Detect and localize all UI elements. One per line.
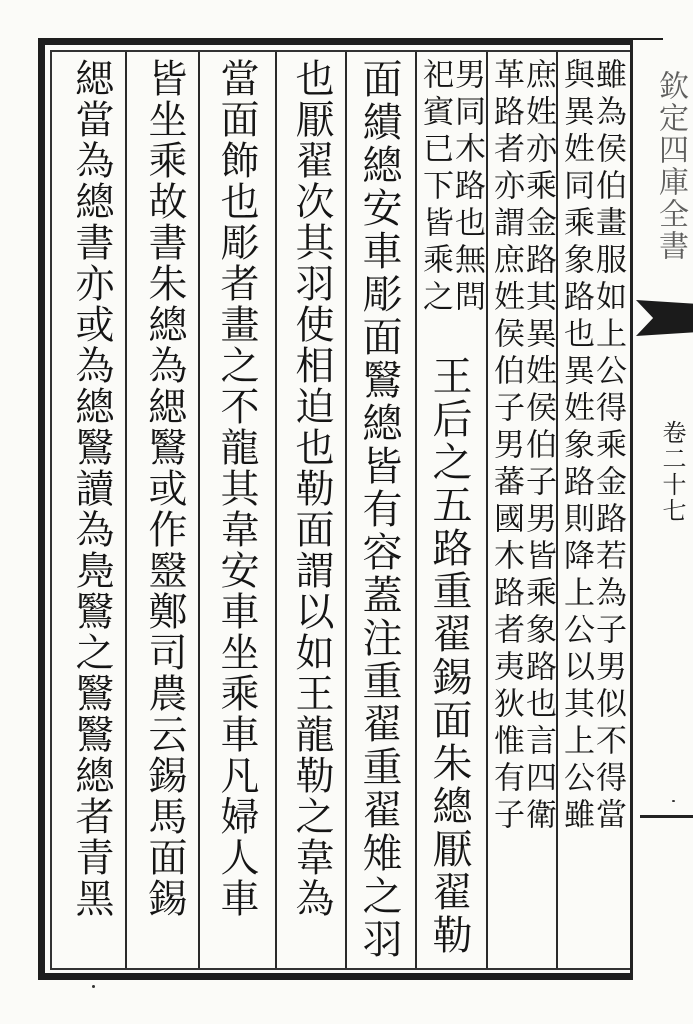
column-rule <box>275 52 277 968</box>
text-column-5: 也厭翟次其羽使相迫也勒面謂以如王龍勒之韋為 <box>289 58 334 919</box>
text-column-2 <box>490 58 554 963</box>
commentary-line: 雖為侯伯畫服如上公得乘金路若為子男似不得當 <box>590 58 626 835</box>
commentary-line: 與異姓同乘象路也異姓象路則降上公以其上公雖 <box>558 58 594 835</box>
commentary-line: 革路者亦謂庶姓侯伯子男蕃國木路者夷狄惟有子 <box>488 58 524 835</box>
commentary-line: 祀賓已下皆乘之 <box>417 58 453 317</box>
text-column-7: 皆坐乘故書朱總為緦鷖或作毉鄭司農云錫馬面錫 <box>142 58 187 919</box>
commentary-line: 庶姓亦乘金路其異姓侯伯子男皆乘象路也言四衛 <box>520 58 556 835</box>
scan-speck <box>92 985 95 988</box>
margin-book-title: 欽定四庫全書 <box>653 70 688 262</box>
text-column-3-commentary <box>419 58 483 348</box>
text-column-6: 當面飾也彫者畫之不龍其韋安車坐乘車凡婦人車 <box>214 58 259 919</box>
column-rule <box>345 52 347 968</box>
commentary-line: 男同木路也無問 <box>449 58 485 317</box>
text-column-3-main: 王后之五路重翟錫面朱總厭翟勒 <box>426 355 472 957</box>
text-column-8: 緦當為總書亦或為總鷖讀為鳧鷖之鷖鷖總者青黑 <box>69 58 114 919</box>
margin-volume-number: 卷二十七 <box>658 420 686 524</box>
text-column-4: 面繢總安車彫面鷖總皆有容蓋注重翟重翟雉之羽 <box>356 58 402 961</box>
text-column-1 <box>560 58 624 963</box>
lower-fishtail-line <box>640 815 693 818</box>
scan-speck <box>672 800 675 802</box>
margin-divider <box>630 40 633 980</box>
column-rule <box>198 52 200 968</box>
column-rule <box>125 52 127 968</box>
